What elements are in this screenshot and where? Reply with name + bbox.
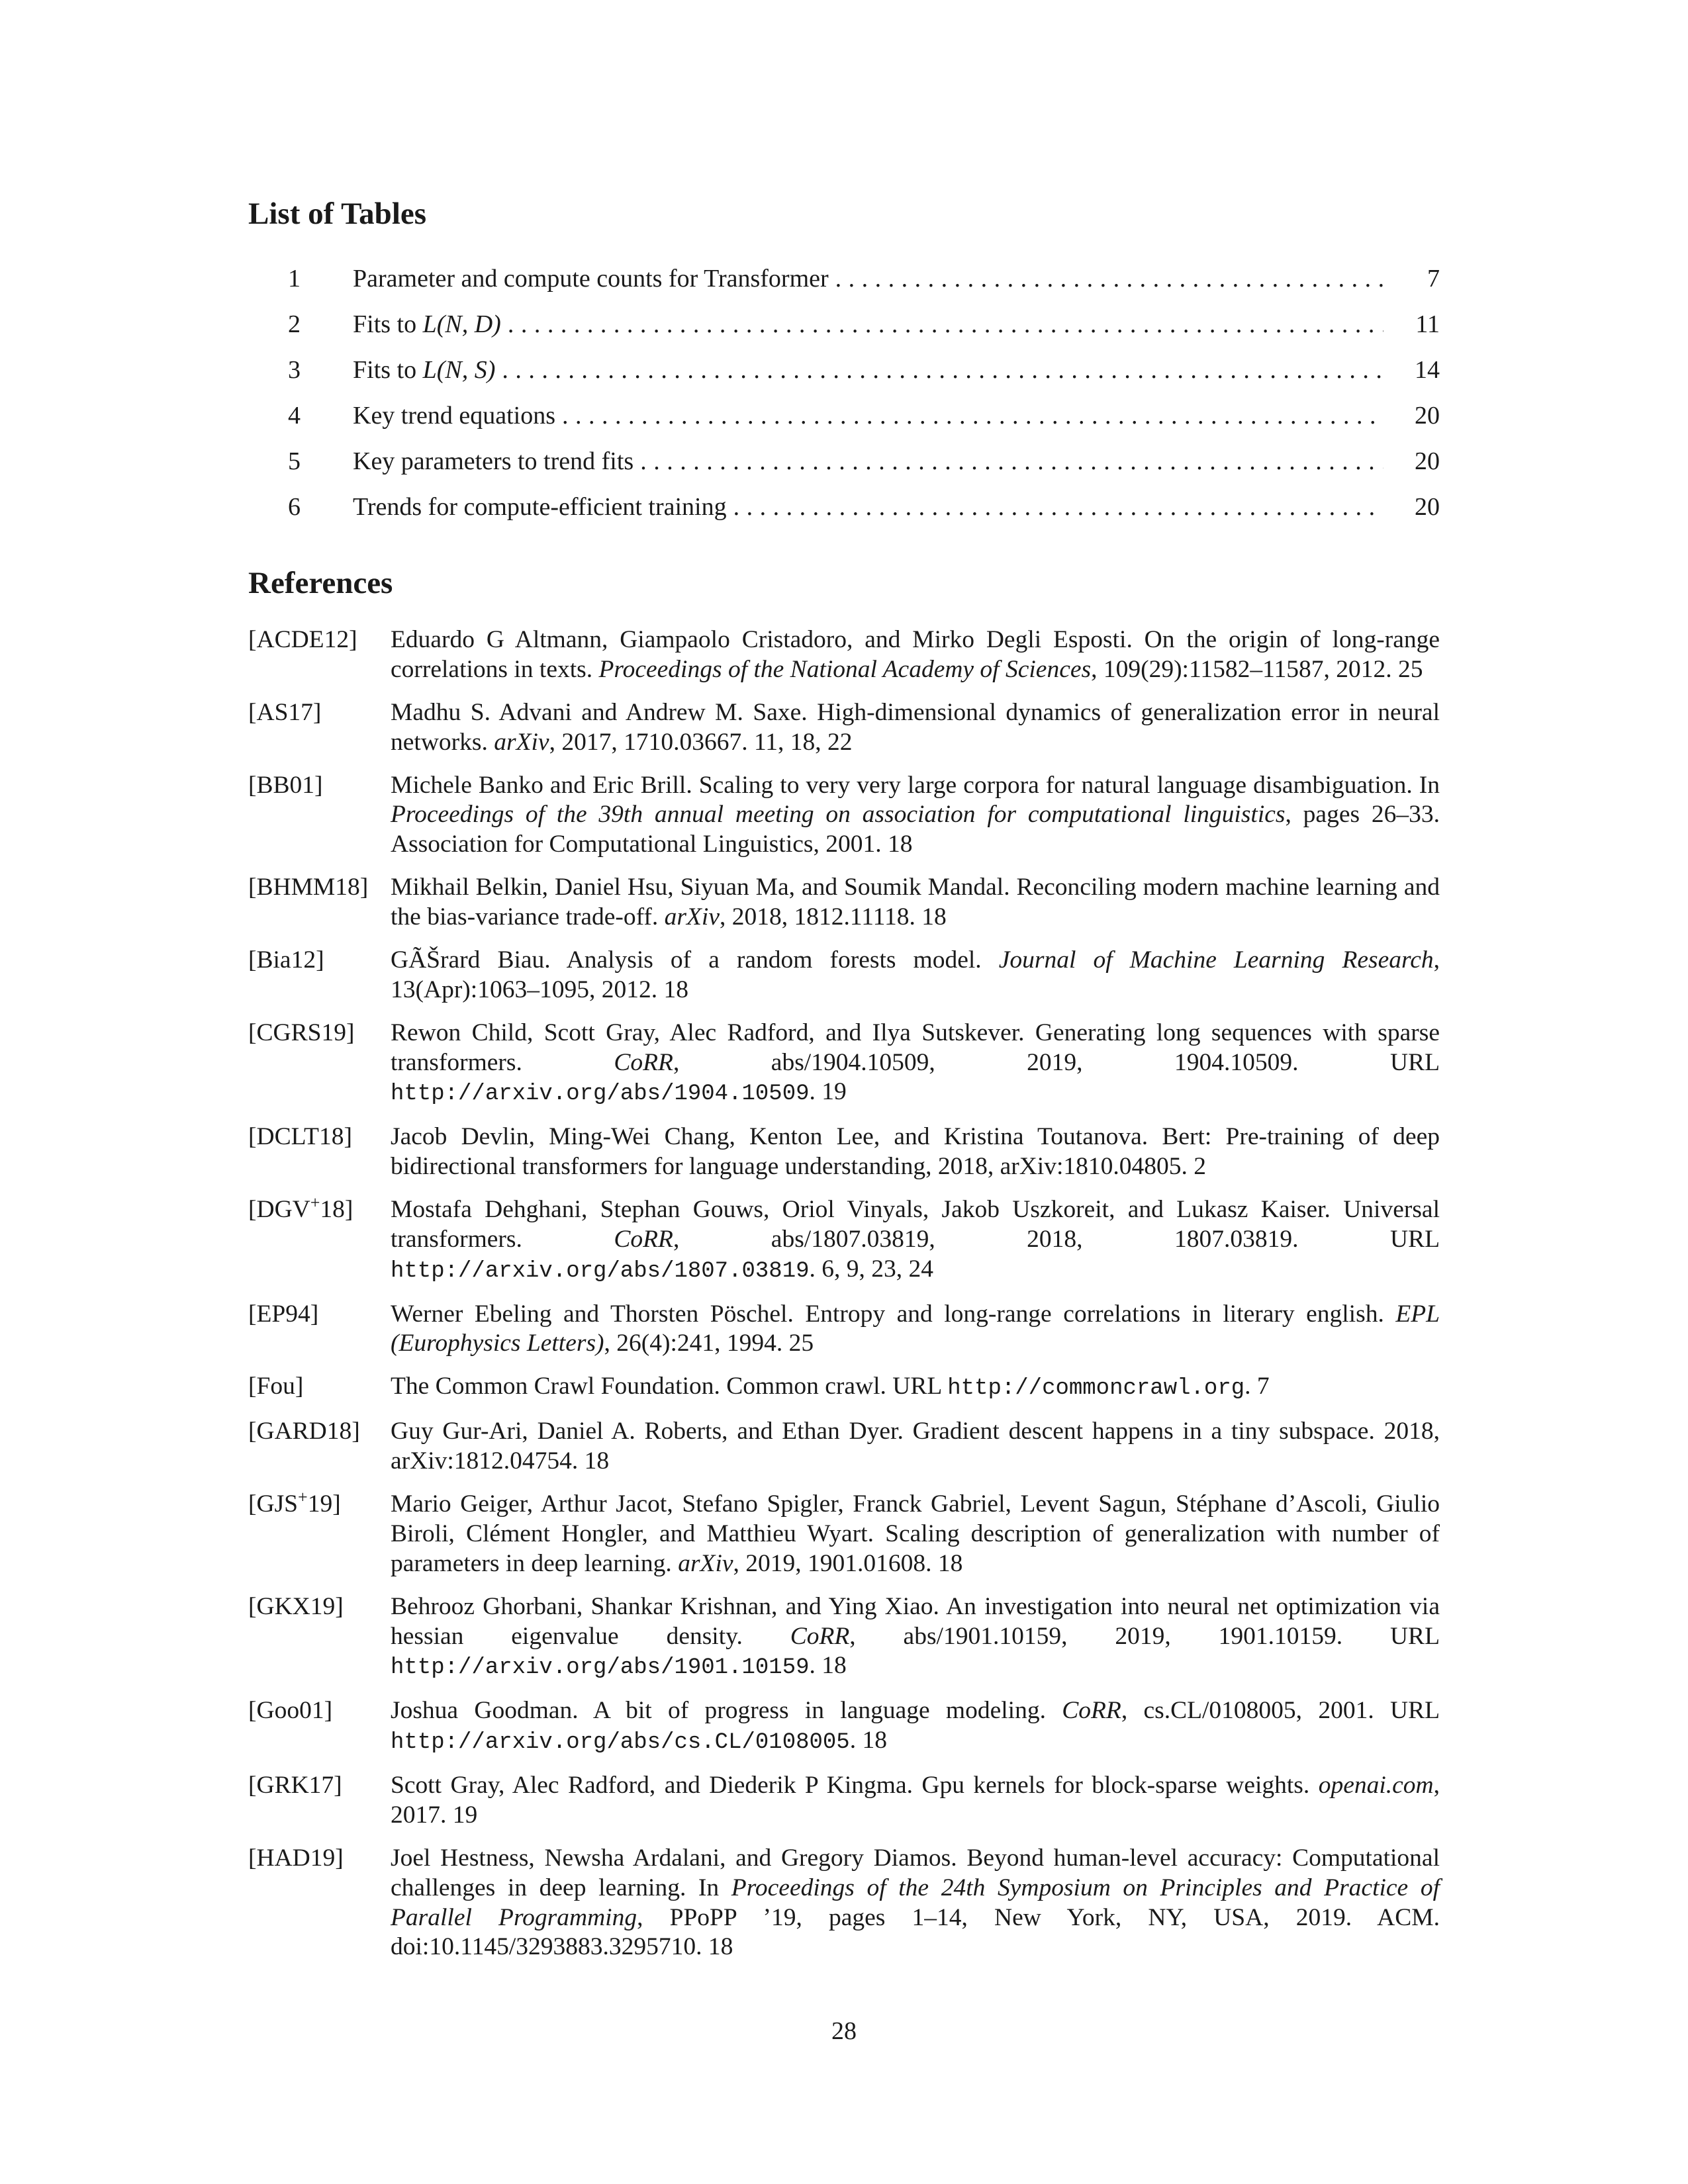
table-page-number: 7 xyxy=(1427,265,1440,293)
table-number: 2 xyxy=(288,310,301,338)
citation-key: [GJS+19] xyxy=(248,1487,341,1518)
reference-text: Michele Banko and Eric Brill. Scaling to very very large corpora for natural language disambiguation. In xyxy=(391,771,1440,799)
reference-details: , 109(29):11582–11587, 2012. 25 xyxy=(1091,655,1423,683)
citation-key: [CGRS19] xyxy=(248,1019,355,1046)
reference-entry xyxy=(248,1019,1440,1109)
reference-entry xyxy=(248,1844,1440,1962)
reference-text: Mario Geiger, Arthur Jacot, Stefano Spigler, Franck Gabriel, Levent Sagun, Stéphane d’Ascoli, Giulio Biroli, Clément Hongler, and Matthieu Wyart. Scaling description of generalization with number of parameters in deep learning. xyxy=(391,1490,1440,1577)
table-page-number: 20 xyxy=(1415,402,1440,430)
table-title: Trends for compute-efficient training . . . xyxy=(353,490,1383,523)
reference-page-refs: . 18 xyxy=(849,1727,887,1754)
reference-details: , 2018, 1812.11118. 18 xyxy=(720,903,947,931)
reference-details: , abs/1807.03819, 2018, 1807.03819. URL xyxy=(673,1225,1440,1253)
reference-details: , PPoPP ’19, pages 1–14, New York, NY, USA, 2019. ACM. doi:10.1145/3293883.3295710. 18 xyxy=(391,1903,1440,1961)
reference-page-refs: . 18 xyxy=(809,1652,847,1680)
list-of-tables-item[interactable] xyxy=(285,490,1440,536)
table-number: 1 xyxy=(288,265,301,293)
reference-entry xyxy=(248,946,1440,1005)
reference-entry xyxy=(248,1696,1440,1758)
citation-key: [Goo01] xyxy=(248,1697,333,1725)
reference-details: , 2017. 19 xyxy=(391,1772,1440,1829)
list-of-tables-item[interactable] xyxy=(285,262,1440,308)
reference-details: , cs.CL/0108005, 2001. URL xyxy=(1121,1697,1440,1725)
citation-key: [Fou] xyxy=(248,1373,304,1400)
citation-key: [EP94] xyxy=(248,1300,319,1328)
reference-url-link[interactable]: http://arxiv.org/abs/cs.CL/0108005 xyxy=(391,1730,850,1756)
page-number: 28 xyxy=(831,2017,857,2045)
table-page-number: 14 xyxy=(1415,356,1440,384)
citation-key: [GRK17] xyxy=(248,1772,342,1799)
reference-venue: Proceedings of the 24th Symposium on Principles and Practice of Parallel Programming xyxy=(391,1874,1440,1931)
list-of-tables-item[interactable] xyxy=(285,399,1440,445)
reference-venue: arXiv xyxy=(494,728,549,756)
reference-venue: CoRR xyxy=(1062,1697,1121,1725)
reference-details: , 2019, 1901.01608. 18 xyxy=(733,1549,963,1577)
reference-entry xyxy=(248,1417,1440,1477)
citation-key: [DCLT18] xyxy=(248,1123,352,1151)
reference-text: Eduardo G Altmann, Giampaolo Cristadoro, and Mirko Degli Esposti. On the origin of long-range correlations in texts. xyxy=(391,626,1440,683)
reference-text: GÃŠrard Biau. Analysis of a random forests model. xyxy=(391,946,999,974)
reference-entry xyxy=(248,1300,1440,1359)
reference-url-link[interactable]: http://arxiv.org/abs/1807.03819 xyxy=(391,1258,810,1284)
reference-venue: CoRR xyxy=(614,1048,673,1076)
reference-entry xyxy=(248,771,1440,860)
citation-key: [DGV+18] xyxy=(248,1193,353,1224)
table-page-number: 20 xyxy=(1415,447,1440,475)
math-expression: L(N, D) xyxy=(422,310,501,338)
reference-text: Mostafa Dehghani, Stephan Gouws, Oriol Vinyals, Jakob Uszkoreit, and Lukasz Kaiser. Universal transformers. xyxy=(391,1196,1440,1253)
table-page-number: 20 xyxy=(1415,493,1440,521)
citation-key: [GKX19] xyxy=(248,1592,344,1620)
reference-details: , abs/1904.10509, 2019, 1904.10509. URL xyxy=(673,1048,1440,1076)
reference-venue: Journal of Machine Learning Research xyxy=(998,946,1434,974)
list-of-tables-item[interactable] xyxy=(285,445,1440,490)
reference-entry xyxy=(248,873,1440,933)
reference-entry xyxy=(248,1771,1440,1831)
reference-entry xyxy=(248,1592,1440,1683)
citation-key: [Bia12] xyxy=(248,946,324,974)
citation-key: [BB01] xyxy=(248,771,323,799)
table-title: Key parameters to trend fits . . . xyxy=(353,445,1383,478)
reference-url-link[interactable]: http://arxiv.org/abs/1901.10159 xyxy=(391,1655,810,1681)
reference-details: , 26(4):241, 1994. 25 xyxy=(604,1330,814,1357)
reference-text: Rewon Child, Scott Gray, Alec Radford, and Ilya Sutskever. Generating long sequences with sparse transformers. xyxy=(391,1019,1440,1076)
reference-entry xyxy=(248,1487,1440,1578)
table-number: 6 xyxy=(288,493,301,521)
reference-text: Joel Hestness, Newsha Ardalani, and Gregory Diamos. Beyond human-level accuracy: Computational challenges in deep learning. In xyxy=(391,1844,1440,1901)
list-of-tables xyxy=(285,262,1440,536)
reference-list xyxy=(248,625,1440,1976)
table-number: 5 xyxy=(288,447,301,475)
table-number: 3 xyxy=(288,356,301,384)
reference-text: Jacob Devlin, Ming-Wei Chang, Kenton Lee, and Kristina Toutanova. Bert: Pre-training of deep bidirectional transformers for language understanding, 2018, arXiv:1810.04805. 2 xyxy=(391,1123,1440,1181)
reference-venue: Proceedings of the National Academy of Sciences xyxy=(598,655,1092,683)
citation-key: [ACDE12] xyxy=(248,626,357,653)
citation-key: [HAD19] xyxy=(248,1844,344,1872)
reference-details: , pages 26–33. Association for Computational Linguistics, 2001. 18 xyxy=(391,801,1440,858)
reference-text: Behrooz Ghorbani, Shankar Krishnan, and Ying Xiao. An investigation into neural net optimization via hessian eigenvalue density. xyxy=(391,1592,1440,1650)
reference-page-refs: . 7 xyxy=(1244,1373,1270,1400)
reference-details: , abs/1901.10159, 2019, 1901.10159. URL xyxy=(849,1622,1440,1650)
reference-venue: EPL (Europhysics Letters) xyxy=(391,1300,1440,1357)
reference-text: Guy Gur-Ari, Daniel A. Roberts, and Ethan Dyer. Gradient descent happens in a tiny subspace. 2018, arXiv:1812.04754. 18 xyxy=(391,1418,1440,1475)
list-of-tables-item[interactable] xyxy=(285,353,1440,399)
reference-text: Madhu S. Advani and Andrew M. Saxe. High-dimensional dynamics of generalization error in neural networks. xyxy=(391,698,1440,756)
table-page-number: 11 xyxy=(1415,310,1440,338)
table-number: 4 xyxy=(288,402,301,430)
reference-venue: openai.com xyxy=(1318,1772,1434,1799)
reference-page-refs: . 6, 9, 23, 24 xyxy=(809,1255,934,1283)
reference-venue: arXiv xyxy=(678,1549,733,1577)
reference-entry xyxy=(248,625,1440,685)
reference-text: Joshua Goodman. A bit of progress in language modeling. xyxy=(391,1697,1062,1725)
math-expression: L(N, S) xyxy=(422,356,496,384)
reference-page-refs: . 19 xyxy=(809,1078,847,1106)
reference-entry xyxy=(248,1195,1440,1286)
reference-entry xyxy=(248,698,1440,758)
table-title: Fits to L(N, D) . . . xyxy=(353,308,1383,341)
reference-details: , 13(Apr):1063–1095, 2012. 18 xyxy=(391,946,1440,1003)
reference-text: Werner Ebeling and Thorsten Pöschel. Entropy and long-range correlations in literary english. xyxy=(391,1300,1396,1328)
reference-text: Mikhail Belkin, Daniel Hsu, Siyuan Ma, and Soumik Mandal. Reconciling modern machine learning and the bias-variance trade-off. xyxy=(391,874,1440,931)
reference-url-link[interactable]: http://arxiv.org/abs/1904.10509 xyxy=(391,1081,810,1107)
table-title: Fits to L(N, S) . . . xyxy=(353,353,1383,387)
table-title: Parameter and compute counts for Transformer . . . xyxy=(353,262,1383,295)
list-of-tables-item[interactable] xyxy=(285,308,1440,353)
table-title: Key trend equations . . . xyxy=(353,399,1383,432)
reference-text: The Common Crawl Foundation. Common crawl. URL xyxy=(391,1373,948,1400)
citation-key: [BHMM18] xyxy=(248,874,369,901)
citation-key: [GARD18] xyxy=(248,1418,360,1445)
reference-venue: CoRR xyxy=(614,1225,673,1253)
reference-url-link[interactable]: http://commoncrawl.org xyxy=(947,1376,1245,1402)
reference-venue: CoRR xyxy=(790,1622,850,1650)
reference-venue: Proceedings of the 39th annual meeting on association for computational linguistics xyxy=(391,801,1286,829)
reference-entry xyxy=(248,1122,1440,1182)
reference-venue: arXiv xyxy=(664,903,720,931)
citation-key: [AS17] xyxy=(248,698,322,726)
list-of-tables-heading: List of Tables xyxy=(248,197,427,231)
reference-entry xyxy=(248,1372,1440,1404)
reference-details: , 2017, 1710.03667. 11, 18, 22 xyxy=(549,728,853,756)
reference-text: Scott Gray, Alec Radford, and Diederik P Kingma. Gpu kernels for block-sparse weights. xyxy=(391,1772,1319,1799)
references-heading: References xyxy=(248,566,393,600)
